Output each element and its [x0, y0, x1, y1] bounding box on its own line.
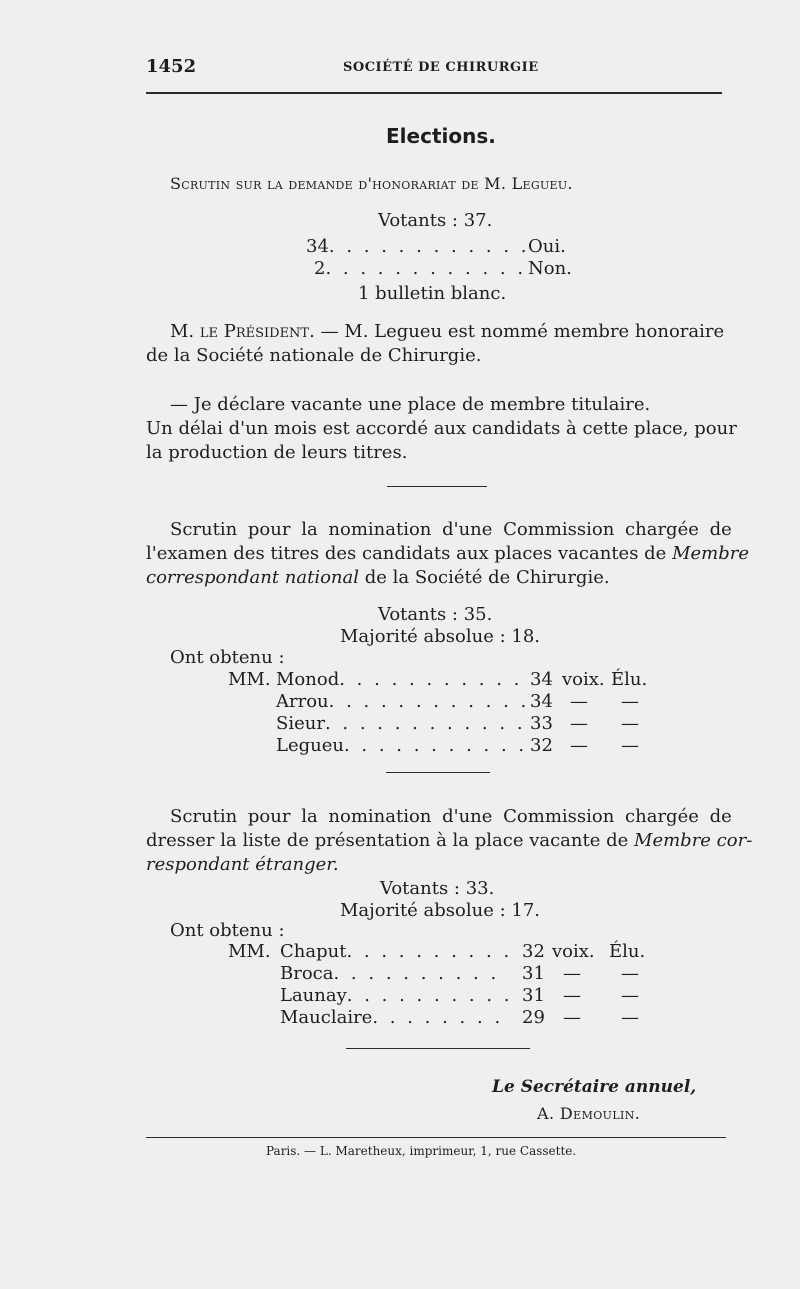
leader-dots: . . . . . . . . . . — [346, 985, 513, 1006]
scrutin3-intro-line1: Scrutin pour la nomination d'une Commission chargée de — [170, 806, 732, 827]
vote-result: — — [621, 713, 639, 734]
result-row — [280, 941, 512, 962]
separator-1 — [387, 486, 487, 487]
scrutin2-majorite: Majorité absolue : 18. — [340, 626, 541, 647]
vacancy-line2: Un délai d'un mois est accordé aux candidats à cette place, pour — [146, 418, 737, 439]
scrutin3-votants: Votants : 33. — [380, 878, 495, 899]
text: dresser la liste de présentation à la place vacante de — [146, 830, 635, 851]
leader-dots: . . . . . . . . . . — [346, 941, 513, 962]
text: de la Société de Chirurgie. — [359, 567, 610, 588]
speaker: M. le Président. — [170, 321, 315, 342]
footer-rule — [146, 1137, 726, 1138]
candidate-name: Broca — [280, 963, 334, 984]
candidate-name: Chaput — [280, 941, 347, 962]
leader-dots: . . . . . . . . . . — [333, 963, 500, 984]
leader-dots: . . . . . . . . . . . . — [325, 258, 527, 279]
count: 34 — [306, 236, 329, 257]
signature-role: Le Secrétaire annuel, — [492, 1077, 697, 1097]
vacancy-line1: — Je déclare vacante une place de membre titulaire. — [170, 394, 651, 415]
candidate-name: Legueu — [276, 735, 344, 756]
vote-unit: — — [563, 1007, 581, 1028]
result-row — [276, 735, 527, 756]
vote-count: 34 — [530, 691, 553, 712]
result-row — [276, 669, 522, 690]
result-row — [280, 1007, 503, 1028]
scrutin2-ont-obtenu: Ont obtenu : — [170, 647, 285, 668]
italic-text: Membre — [672, 543, 749, 564]
vote-result: Élu. — [609, 941, 646, 962]
text: l'examen des titres des candidats aux places vacantes de — [146, 543, 673, 564]
leader-dots: . . . . . . . . . . . — [339, 669, 523, 690]
italic-text: Membre cor- — [634, 830, 753, 851]
signature-name: A. Demoulin. — [537, 1104, 641, 1123]
scrutin3-ont-obtenu: Ont obtenu : — [170, 920, 285, 941]
vote-count: 33 — [530, 713, 553, 734]
scrutin1-label-oui: Oui. — [528, 236, 566, 257]
vote-unit: voix. — [562, 669, 605, 690]
scrutin2-votants: Votants : 35. — [378, 604, 493, 625]
scrutin2-intro-line3 — [146, 567, 610, 588]
vote-count: 31 — [522, 985, 545, 1006]
candidate-name: Launay — [280, 985, 347, 1006]
header-rule — [146, 92, 722, 94]
scrutin2-intro-line2 — [146, 543, 749, 564]
leader-dots: . . . . . . . . . . . — [343, 735, 528, 756]
page-number: 1452 — [146, 56, 197, 77]
leader-dots: . . . . . . . . . . . . — [328, 691, 530, 712]
result-row — [280, 963, 499, 984]
candidate-name: Arrou — [276, 691, 329, 712]
italic-text: correspondant national — [146, 567, 360, 588]
separator-2 — [386, 772, 490, 773]
vote-count: 34 — [530, 669, 553, 690]
vote-count: 32 — [530, 735, 553, 756]
vacancy-line3: la production de leurs titres. — [146, 442, 408, 463]
section-title: Elections. — [386, 124, 496, 148]
scrutin1-row-oui — [306, 236, 530, 257]
vote-unit: — — [563, 963, 581, 984]
scrutin2-mm: MM. — [228, 669, 271, 690]
result-row — [276, 691, 529, 712]
candidate-name: Sieur — [276, 713, 325, 734]
vote-unit: voix. — [552, 941, 595, 962]
scrutin3-intro-line3: respondant étranger. — [146, 854, 339, 875]
president-statement-line1 — [170, 321, 724, 342]
president-statement-line2: de la Société nationale de Chirurgie. — [146, 345, 482, 366]
running-title: SOCIÉTÉ DE CHIRURGIE — [343, 60, 539, 75]
vote-unit: — — [570, 691, 588, 712]
scrutin1-row-non — [314, 258, 526, 279]
candidate-name: Monod — [276, 669, 340, 690]
vote-count: 32 — [522, 941, 545, 962]
footer-imprint: Paris. — L. Maretheux, imprimeur, 1, rue Cassette. — [266, 1144, 577, 1158]
vote-unit: — — [570, 735, 588, 756]
vote-result: — — [621, 1007, 639, 1028]
result-row — [276, 713, 526, 734]
vote-result: — — [621, 735, 639, 756]
vote-result: — — [621, 963, 639, 984]
leader-dots: . . . . . . . . . . . . — [328, 236, 530, 257]
vote-result: Élu. — [611, 669, 648, 690]
candidate-name: Mauclaire — [280, 1007, 373, 1028]
statement: — M. Legueu est nommé membre honoraire — [314, 321, 725, 342]
separator-3 — [346, 1048, 530, 1049]
leader-dots: . . . . . . . . — [372, 1007, 504, 1028]
scrutin1-votants: Votants : 37. — [378, 210, 493, 231]
count: 2 — [314, 258, 326, 279]
scrutin1-heading: Scrutin sur la demande d'honorariat de M. Legueu. — [170, 174, 573, 193]
scrutin3-mm: MM. — [228, 941, 271, 962]
scrutin2-intro-line1: Scrutin pour la nomination d'une Commission chargée de — [170, 519, 732, 540]
result-row — [280, 985, 513, 1006]
vote-result: — — [621, 691, 639, 712]
scrutin1-blank: 1 bulletin blanc. — [358, 283, 507, 304]
vote-unit: — — [570, 713, 588, 734]
vote-result: — — [621, 985, 639, 1006]
vote-count: 29 — [522, 1007, 545, 1028]
leader-dots: . . . . . . . . . . . . — [324, 713, 526, 734]
scrutin1-label-non: Non. — [528, 258, 572, 279]
vote-unit: — — [563, 985, 581, 1006]
scrutin3-majorite: Majorité absolue : 17. — [340, 900, 541, 921]
vote-count: 31 — [522, 963, 545, 984]
scrutin3-intro-line2 — [146, 830, 752, 851]
